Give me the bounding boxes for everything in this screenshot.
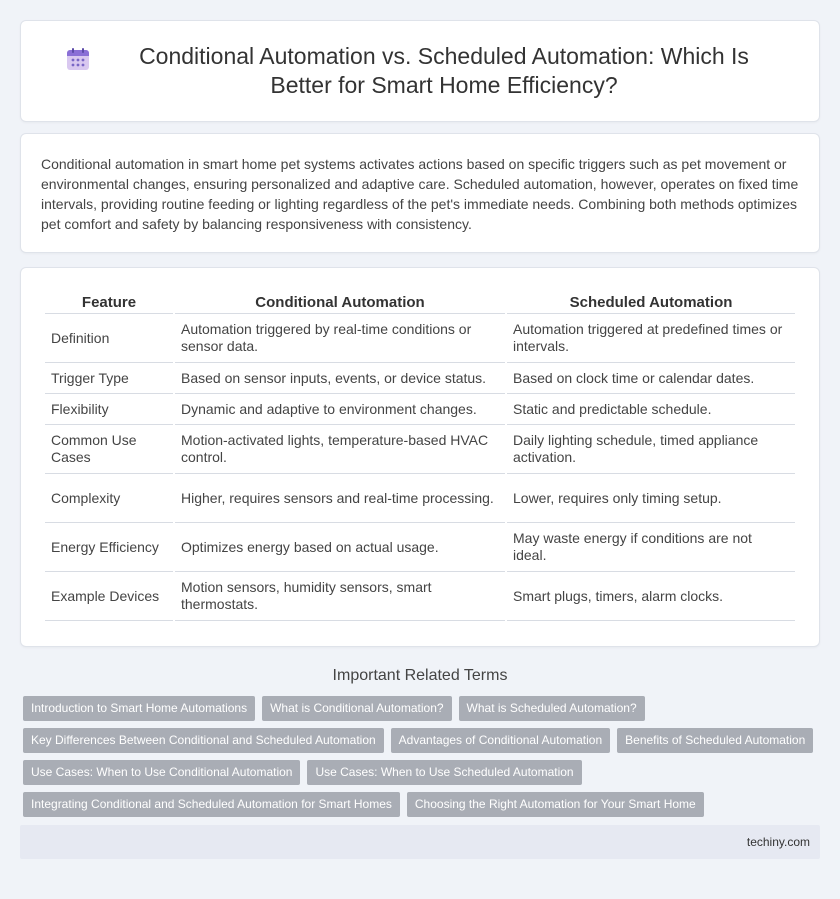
footer-site-link[interactable]: techiny.com [746, 835, 810, 849]
table-cell: Trigger Type [45, 363, 173, 394]
related-term-tag[interactable]: What is Conditional Automation? [262, 696, 451, 721]
related-term-tag[interactable]: Key Differences Between Conditional and Scheduled Automation [23, 728, 384, 753]
table-cell: Motion sensors, humidity sensors, smart thermostats. [175, 572, 505, 621]
comparison-table-card [20, 267, 820, 647]
table-cell: May waste energy if conditions are not ideal. [507, 523, 795, 572]
table-cell: Complexity [45, 474, 173, 523]
related-term-tag[interactable]: Introduction to Smart Home Automations [23, 696, 255, 721]
table-row [45, 394, 795, 425]
table-cell: Static and predictable schedule. [507, 394, 795, 425]
table-cell: Daily lighting schedule, timed appliance activation. [507, 425, 795, 474]
page-title: Conditional Automation vs. Scheduled Automation: Which Is Better for Smart Home Efficiency? [139, 43, 749, 98]
related-term-tag[interactable]: Advantages of Conditional Automation [391, 728, 610, 753]
intro-text: Conditional automation in smart home pet systems activates actions based on specific triggers such as pet movement or environmental changes, ensuring personalized and adaptive care. Scheduled automation, however, operates on fixed time intervals, providing routine feeding or lighting regardless of the pet's immediate needs. Combining both methods optimizes pet comfort and safety by balancing responsiveness with consistency. [41, 156, 799, 232]
related-term-tag[interactable]: Use Cases: When to Use Conditional Automation [23, 760, 300, 785]
tag-row [23, 696, 820, 721]
header-card [20, 20, 820, 122]
column-header-scheduled: Scheduled Automation [507, 290, 795, 314]
tag-row [23, 792, 820, 817]
table-cell: Energy Efficiency [45, 523, 173, 572]
related-term-tag[interactable]: Benefits of Scheduled Automation [617, 728, 813, 753]
table-cell: Based on clock time or calendar dates. [507, 363, 795, 394]
related-terms-tags [20, 696, 820, 817]
related-terms-title: Important Related Terms [332, 667, 508, 684]
table-row [45, 363, 795, 394]
table-row [45, 523, 795, 572]
related-term-tag[interactable]: Choosing the Right Automation for Your Smart Home [407, 792, 704, 817]
column-header-feature: Feature [45, 290, 173, 314]
table-cell: Lower, requires only timing setup. [507, 474, 795, 523]
table-row [45, 572, 795, 621]
calendar-icon [66, 47, 90, 71]
tag-row [23, 760, 820, 785]
table-row [45, 474, 795, 523]
title-row [66, 42, 774, 100]
table-cell: Common Use Cases [45, 425, 173, 474]
tag-row [23, 728, 820, 753]
table-cell: Flexibility [45, 394, 173, 425]
table-header-row [45, 290, 795, 314]
footer [20, 825, 820, 859]
table-cell: Dynamic and adaptive to environment changes. [175, 394, 505, 425]
comparison-table [43, 290, 797, 621]
related-term-tag[interactable]: Integrating Conditional and Scheduled Automation for Smart Homes [23, 792, 400, 817]
table-cell: Based on sensor inputs, events, or device status. [175, 363, 505, 394]
table-cell: Definition [45, 314, 173, 363]
related-term-tag[interactable]: What is Scheduled Automation? [459, 696, 645, 721]
table-cell: Higher, requires sensors and real-time processing. [175, 474, 505, 523]
table-row [45, 314, 795, 363]
table-row [45, 425, 795, 474]
related-term-tag[interactable]: Use Cases: When to Use Scheduled Automation [307, 760, 581, 785]
table-cell: Example Devices [45, 572, 173, 621]
table-cell: Smart plugs, timers, alarm clocks. [507, 572, 795, 621]
table-cell: Automation triggered by real-time conditions or sensor data. [175, 314, 505, 363]
table-cell: Automation triggered at predefined times or intervals. [507, 314, 795, 363]
column-header-conditional: Conditional Automation [175, 290, 505, 314]
table-cell: Motion-activated lights, temperature-based HVAC control. [175, 425, 505, 474]
intro-card [20, 133, 820, 253]
table-cell: Optimizes energy based on actual usage. [175, 523, 505, 572]
